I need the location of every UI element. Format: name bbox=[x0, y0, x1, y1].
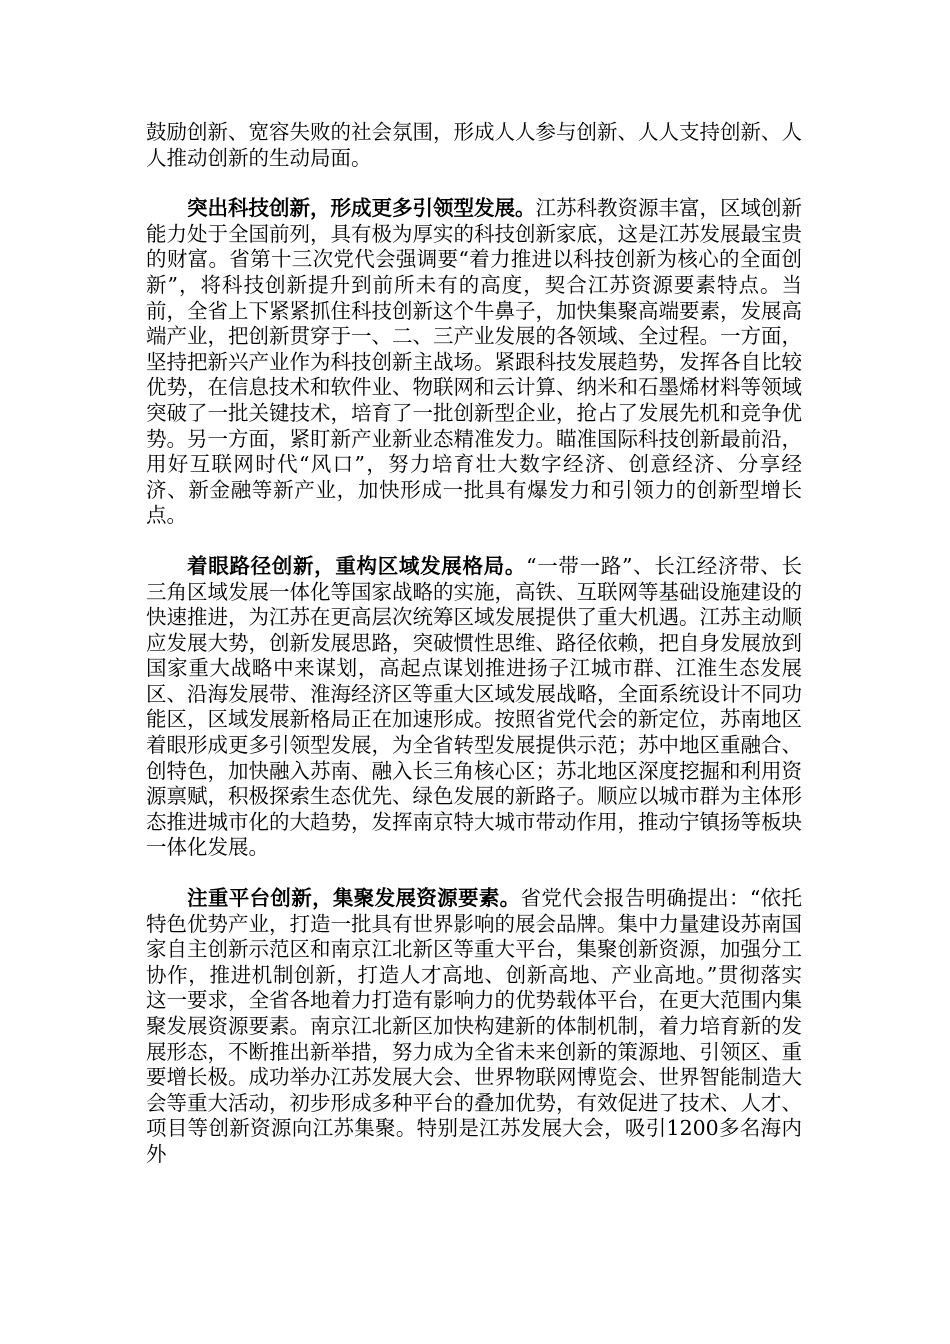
paragraph-lead: 突出科技创新，形成更多引领型发展。 bbox=[187, 196, 536, 221]
paragraph-platform-innovation bbox=[146, 886, 802, 1168]
paragraph-body: “一带一路”、长江经济带、长三角区域发展一体化等国家战略的实施，高铁、互联网等基础设施建设的快速推进，为江苏在更高层次统筹区域发展提供了重大机遇。江苏主动顺应发展大势，创新发展思路，突破惯性思维、路径依赖，把自身发展放到国家重大战略中来谋划，高起点谋划推进扬子江城市群、江淮生态发展区、沿海发展带、淮海经济区等重大区域发展战略，全面系统设计不同功能区，区域发展新格局正在加速形成。按照省党代会的新定位，苏南地区着眼形成更多引领型发展，为全省转型发展提供示范；苏中地区重融合、创特色，加快融入苏南、融入长三角核心区；苏北地区深度挖掘和利用资源禀赋，积极探索生态优先、绿色发展的新路子。顺应以城市群为主体形态推进城市化的大趋势，发挥南京特大城市带动作用，推动宁镇扬等板块一体化发展。 bbox=[146, 553, 803, 860]
paragraph-lead: 注重平台创新，集聚发展资源要素。 bbox=[187, 886, 521, 911]
paragraph-path-innovation bbox=[146, 554, 802, 861]
paragraph-body: 省党代会报告明确提出：“依托特色优势产业，打造一批具有世界影响的展会品牌。集中力量建设苏南国家自主创新示范区和南京江北新区等重大平台，集聚创新资源，加强分工协作，推进机制创新，打造人才高地、创新高地、产业高地。”贯彻落实这一要求，全省各地着力打造有影响力的优势载体平台，在更大范围内集聚发展资源要素。南京江北新区加快构建新的体制机制，着力培育新的发展形态，不断推出新举措，努力成为全省未来创新的策源地、引领区、重要增长极。成功举办江苏发展大会、世界物联网博览会、世界智能制造大会等重大活动，初步形成多种平台的叠加优势，有效促进了技术、人才、项目等创新资源向江苏集聚。特别是江苏发展大会，吸引1200多名海内外 bbox=[146, 886, 803, 1166]
paragraph-body: 江苏科教资源丰富，区域创新能力处于全国前列，具有极为厚实的科技创新家底，这是江苏发展最宝贵的财富。省第十三次党代会强调要“着力推进以科技创新为核心的全面创新”，将科技创新提升到前所未有的高度，契合江苏资源要素特点。当前，全省上下紧紧抓住科技创新这个牛鼻子，加快集聚高端要素，发展高端产业，把创新贯穿于一、二、三产业发展的各领域、全过程。一方面，坚持把新兴产业作为科技创新主战场。紧跟科技发展趋势，发挥各自比较优势，在信息技术和软件业、物联网和云计算、纳米和石墨烯材料等领域突破了一批关键技术，培育了一批创新型企业，抢占了发展先机和竞争优势。另一方面，紧盯新产业新业态精准发力。瞄准国际科技创新最前沿，用好互联网时代“风口”，努力培育壮大数字经济、创意经济、分享经济、新金融等新产业，加快形成一批具有爆发力和引领力的创新型增长点。 bbox=[146, 196, 802, 528]
paragraph-body: 鼓励创新、宽容失败的社会氛围，形成人人参与创新、人人支持创新、人人推动创新的生动局面。 bbox=[146, 120, 802, 170]
paragraph-continuation bbox=[146, 120, 802, 171]
paragraph-lead: 着眼路径创新，重构区域发展格局。 bbox=[187, 553, 527, 578]
paragraph-tech-innovation bbox=[146, 196, 802, 529]
